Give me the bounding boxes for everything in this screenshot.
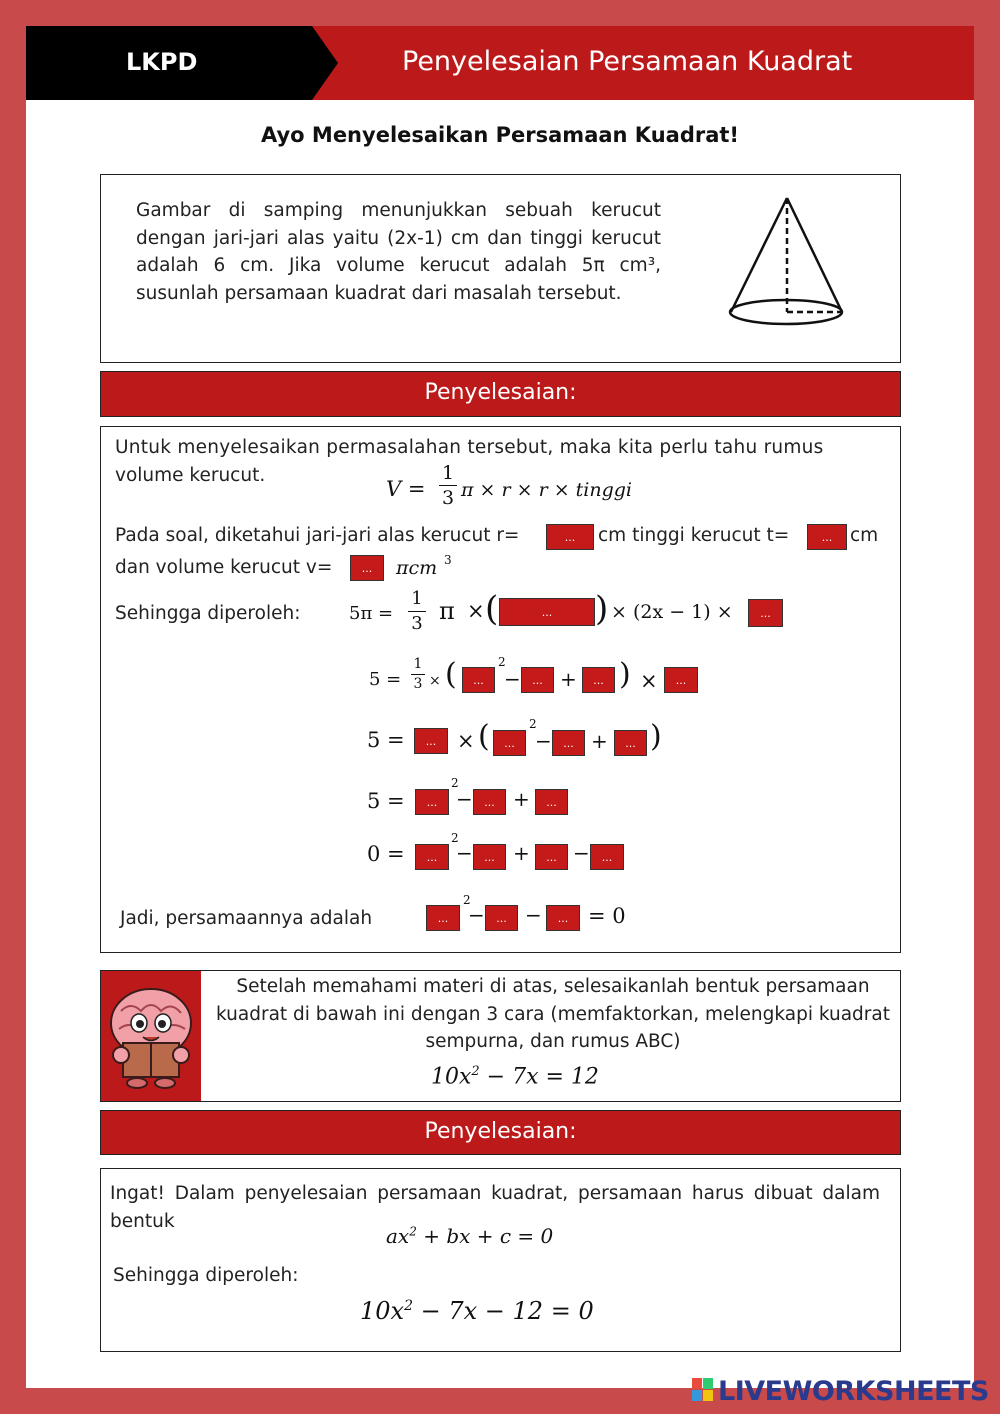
l2-minus: − — [504, 667, 521, 691]
l5-exp: 2 — [451, 831, 459, 845]
derive-term: × (2x − 1) × — [611, 601, 733, 623]
intro-text-2: volume kerucut. — [115, 465, 266, 486]
l3-blank-1[interactable]: ... — [414, 728, 448, 754]
l2-plus: + — [560, 667, 577, 691]
exercise-instruction: Setelah memahami materi di atas, selesaikanlah bentuk persamaan kuadrat di bawah ini dengan 3 cara (memfaktorkan, melengkapi kuadrat sempurna, dan rumus ABC) — [216, 976, 890, 1052]
l2-exp: 2 — [498, 655, 506, 669]
l5-blank-1[interactable]: ... — [415, 844, 449, 870]
badge-label: LKPD — [126, 48, 198, 76]
l4-minus: − — [456, 787, 473, 811]
volume-unit-exp: 3 — [444, 553, 452, 567]
l4-blank-2[interactable]: ... — [473, 789, 506, 815]
l3-five: 5 = — [367, 728, 405, 752]
l3-times: × — [457, 729, 475, 753]
derive-label: Sehingga diperoleh: — [115, 603, 301, 624]
height-blank[interactable]: ... — [807, 524, 847, 550]
formula-lhs: V = — [386, 477, 426, 501]
l2-blank-1[interactable]: ... — [462, 667, 495, 693]
standard-form: $ax^2$ + bx + c = 0 — [386, 1224, 554, 1248]
result-blank-2[interactable]: ... — [485, 905, 518, 931]
l4-five: 5 = — [367, 789, 405, 813]
formula-fraction: $\frac{1}{3}$ — [439, 461, 457, 510]
derive-fraction: $\frac{1}{3}$ — [408, 587, 426, 636]
volume-blank[interactable]: ... — [350, 555, 384, 581]
five-pi: 5π = — [349, 603, 394, 624]
l3-plus: + — [591, 729, 608, 753]
l2-blank-4[interactable]: ... — [664, 667, 698, 693]
l3-blank-2[interactable]: ... — [493, 730, 526, 756]
derive-blank-radius[interactable]: ... — [499, 598, 595, 626]
l5-minus-2: − — [573, 841, 590, 865]
l5-minus: − — [456, 841, 473, 865]
exercise-equation: $10x^2 - 7x = 12$ — [431, 1064, 599, 1090]
l4-blank-3[interactable]: ... — [535, 789, 568, 815]
cone-icon — [725, 193, 847, 327]
known-text-b: cm tinggi kerucut t= — [598, 525, 790, 546]
result-minus-2: − — [525, 903, 542, 927]
solution-bar-2: Penyelesaian: — [100, 1110, 901, 1155]
l2-five: 5 = — [369, 669, 402, 690]
result-exp: 2 — [463, 893, 471, 907]
result-blank-1[interactable]: ... — [426, 905, 460, 931]
l3-minus: − — [535, 729, 552, 753]
known-text-a: Pada soal, diketahui jari-jari alas kerucut r= — [115, 525, 520, 546]
result-end: = 0 — [588, 904, 626, 928]
known-text-c: cm — [850, 525, 879, 546]
volume-unit: πcm — [396, 557, 438, 579]
problem-box — [100, 174, 901, 363]
header — [26, 26, 974, 100]
l2-blank-2[interactable]: ... — [521, 667, 554, 693]
problem-text: Gambar di samping menunjukkan sebuah kerucut dengan jari-jari alas yaitu (2x-1) cm dan tinggi kerucut adalah 6 cm. Jika volume kerucut adalah 5π cm³, susunlah persamaan kuadrat dari masalah tersebut. — [136, 200, 661, 305]
solution-box-1 — [100, 426, 901, 953]
l2-times-2: × — [640, 669, 658, 693]
l5-zero: 0 = — [367, 842, 405, 866]
brain-mascot-icon — [101, 971, 201, 1101]
reminder-text: Ingat! Dalam penyelesaian persamaan kuadrat, persamaan harus dibuat dalam bentuk — [110, 1183, 880, 1232]
l4-blank-1[interactable]: ... — [415, 789, 449, 815]
solution-box-2 — [100, 1168, 901, 1352]
brand-text: LIVEWORKSHEETS — [718, 1376, 989, 1407]
l2-times: × — [429, 673, 441, 689]
derive-times: × — [467, 599, 485, 623]
l3-open: ( — [478, 719, 490, 754]
header-title: Penyelesaian Persamaan Kuadrat — [402, 46, 853, 77]
result-blank-3[interactable]: ... — [546, 905, 580, 931]
header-arrow — [312, 26, 338, 100]
intro-text: Untuk menyelesaikan permasalahan tersebut, maka kita perlu tahu rumus — [115, 437, 824, 458]
l2-close: ) — [619, 657, 631, 692]
l5-blank-3[interactable]: ... — [535, 844, 568, 870]
result-label: Jadi, persamaannya adalah — [120, 908, 373, 929]
l5-blank-4[interactable]: ... — [590, 844, 624, 870]
l2-open: ( — [445, 657, 457, 692]
result-equation: $10x^2 - 7x - 12 = 0$ — [360, 1297, 594, 1325]
solution-bar-1: Penyelesaian: — [100, 371, 901, 417]
derive-pi: π — [439, 597, 455, 625]
formula-rhs: π × r × r × tinggi — [461, 479, 632, 501]
known-text-d: dan volume kerucut v= — [115, 557, 333, 578]
worksheet-page — [26, 26, 974, 1388]
l5-blank-2[interactable]: ... — [473, 844, 506, 870]
result-minus-1: − — [468, 903, 485, 927]
close-paren: ) — [595, 589, 609, 629]
l4-plus: + — [513, 787, 530, 811]
liveworksheets-logo[interactable] — [692, 1376, 989, 1407]
derive-label-2: Sehingga diperoleh: — [113, 1265, 299, 1286]
liveworksheets-icon — [692, 1378, 714, 1402]
l5-plus: + — [513, 841, 530, 865]
l2-fraction: $\frac{1}{3}$ — [411, 655, 425, 694]
radius-blank[interactable]: ... — [546, 524, 594, 550]
exercise-box — [100, 970, 901, 1102]
page-title: Ayo Menyelesaikan Persamaan Kuadrat! — [260, 123, 739, 147]
brain-panel — [101, 971, 201, 1101]
l3-blank-3[interactable]: ... — [552, 730, 585, 756]
l3-close: ) — [650, 719, 662, 754]
header-badge — [26, 26, 312, 100]
l2-blank-3[interactable]: ... — [582, 667, 615, 693]
derive-blank-height[interactable]: ... — [748, 599, 783, 627]
l4-exp: 2 — [451, 776, 459, 790]
l3-blank-4[interactable]: ... — [614, 730, 647, 756]
l3-exp: 2 — [529, 717, 537, 731]
open-paren: ( — [485, 589, 499, 629]
